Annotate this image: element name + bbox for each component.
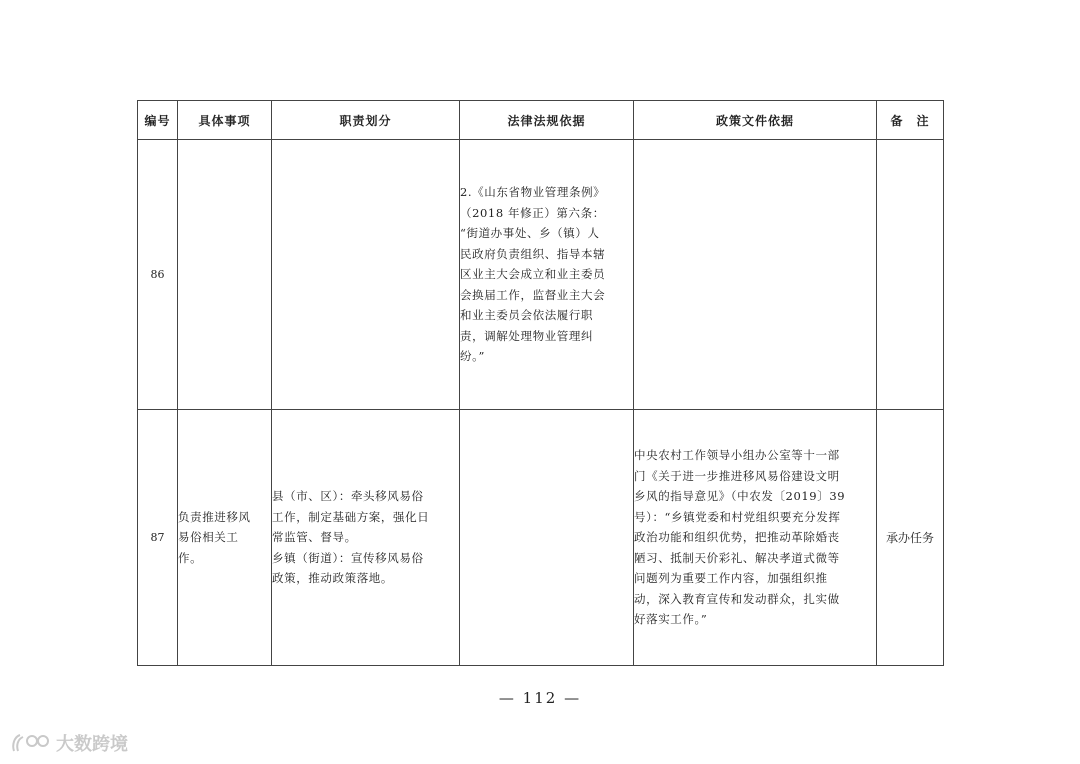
header-item: 具体事项	[178, 101, 272, 140]
table-header-row	[138, 101, 944, 140]
row-duty: 县（市、区）：牵头移风易俗 工作，制定基础方案，强化日 常监管、督导。 乡镇（街道）：宣传移风易俗 政策，推动政策落地。	[272, 410, 460, 666]
row-duty	[272, 140, 460, 410]
responsibility-table	[137, 100, 944, 666]
row-note: 承办任务	[877, 410, 944, 666]
row-number: 87	[138, 410, 178, 666]
row-number: 86	[138, 140, 178, 410]
header-number: 编号	[138, 101, 178, 140]
header-note: 备 注	[877, 101, 944, 140]
row-law: 2.《山东省物业管理条例》 （2018 年修正）第六条： “街道办事处、乡（镇）人 民政府负责组织、指导本辖 区业主大会成立和业主委员 会换届工作，监督业主大会 和业主委员会依法履行职 责，调解处理物业管理纠 纷。”	[460, 140, 634, 410]
row-note	[877, 140, 944, 410]
watermark	[10, 730, 128, 756]
header-law: 法律法规依据	[460, 101, 634, 140]
table-row	[138, 140, 944, 410]
header-policy: 政策文件依据	[634, 101, 877, 140]
watermark-text: 大数跨境	[56, 734, 128, 755]
header-duty: 职责划分	[272, 101, 460, 140]
row-item: 负责推进移风 易俗相关工 作。	[178, 410, 272, 666]
table-row	[138, 410, 944, 666]
brand-logo-icon	[10, 731, 50, 755]
row-item	[178, 140, 272, 410]
row-law	[460, 410, 634, 666]
row-policy: 中央农村工作领导小组办公室等十一部 门《关于进一步推进移风易俗建设文明 乡风的指导意见》（中农发〔2019〕39 号）：“乡镇党委和村党组织要充分发挥 政治功能和组织优势，把推动革除婚丧 陋习、抵制天价彩礼、解决孝道式微等 问题列为重要工作内容，加强组织推 动，深入教育宣传和发动群众，扎实做 好落实工作。”	[634, 410, 877, 666]
page-number: — 112 —	[498, 689, 582, 707]
row-policy	[634, 140, 877, 410]
